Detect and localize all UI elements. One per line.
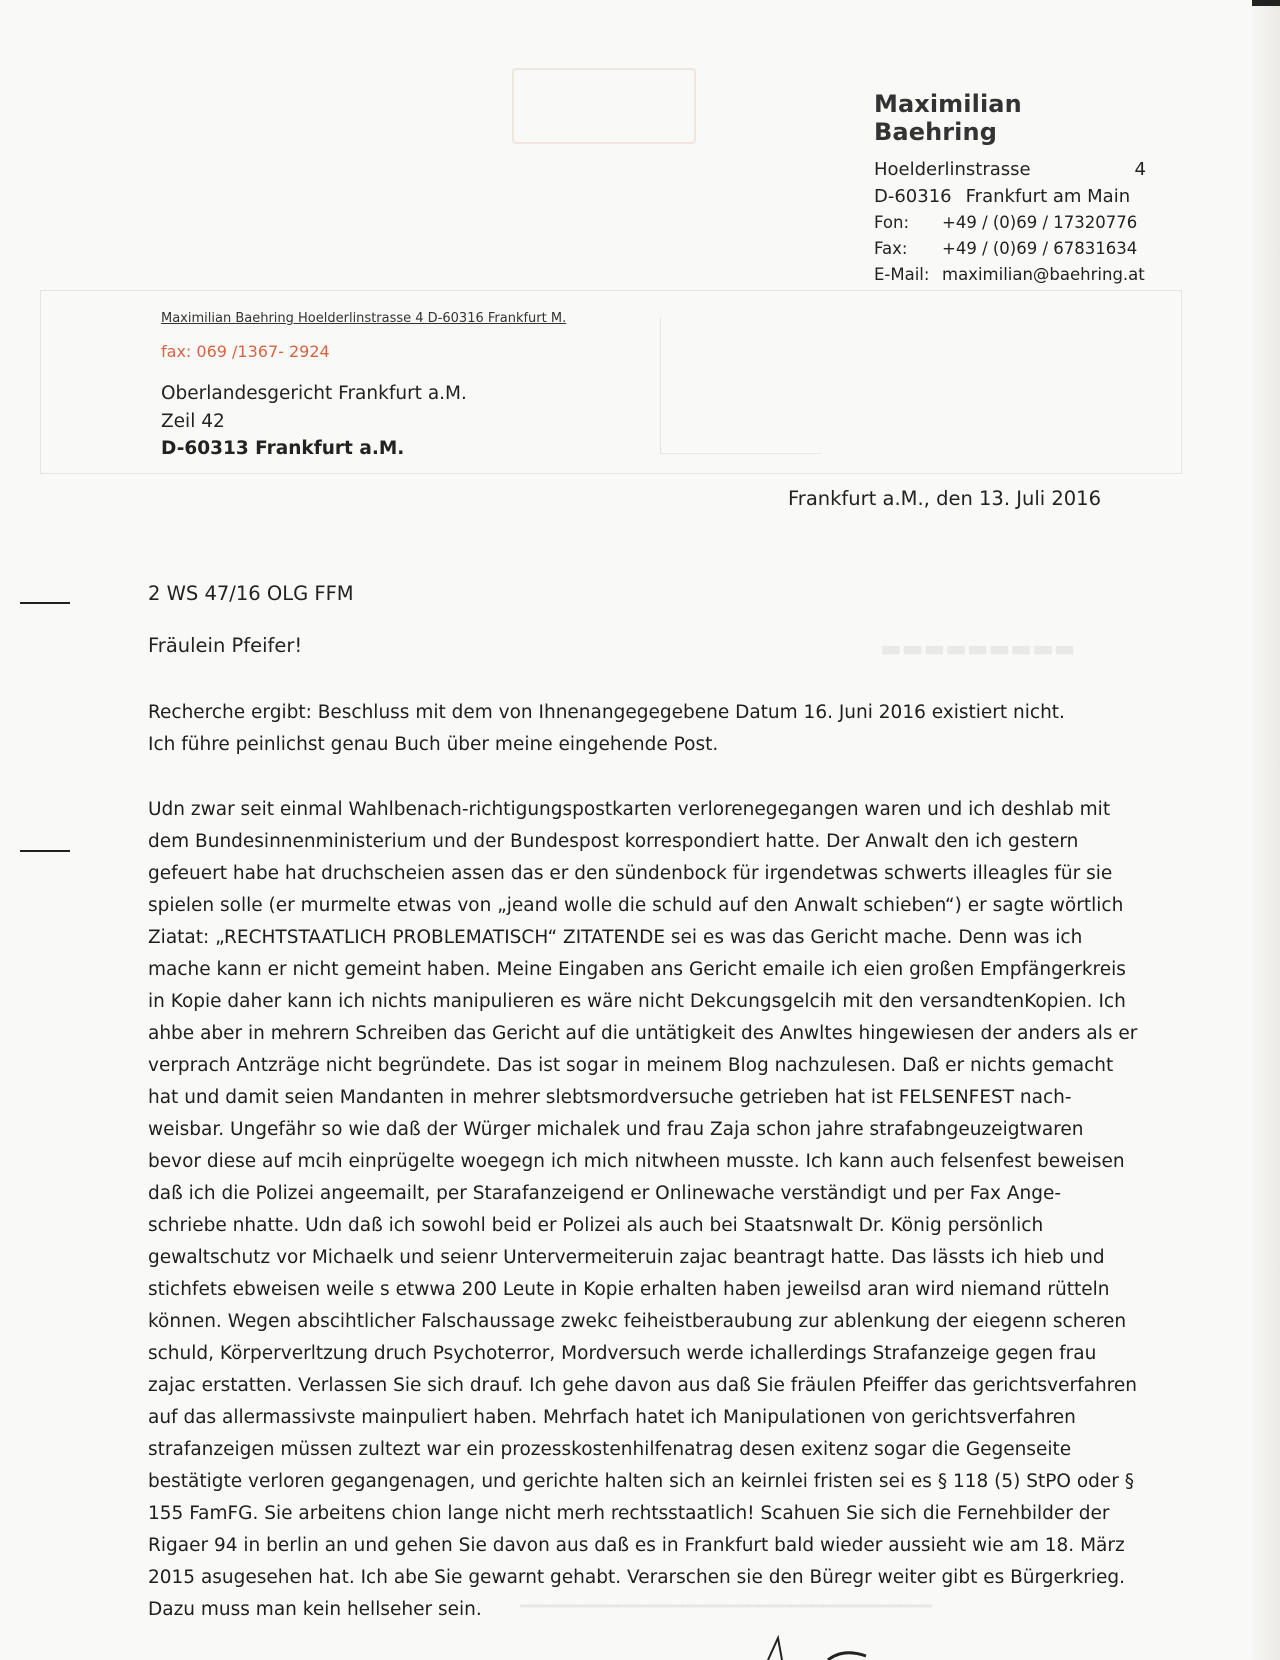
recipient-city: D-60313 Frankfurt a.M. [161, 438, 405, 459]
paragraph-2-line: bevor diese auf mcih einprügelte woegegn ich mich nitwheen musste. Ich kann auch felsenfest beweisen [148, 1151, 1125, 1172]
sender-city-line [874, 183, 1146, 210]
paragraph-2-line: auf das allermassivste mainpuliert haben. Mehrfach hatet ich Manipulationen von gerichtsverfahren [148, 1407, 1076, 1428]
sender-fon-line [874, 210, 1146, 236]
recipient-name: Oberlandesgericht Frankfurt a.M. [161, 383, 467, 404]
paragraph-2-line: zajac erstatten. Verlassen Sie sich drauf. Ich gehe davon aus daß Sie fräulen Pfeiffer das gerichtsverfahren [148, 1375, 1137, 1396]
sender-postcode: D-60316 [874, 186, 952, 207]
signature-fragment [748, 1630, 868, 1660]
paragraph-2-line: Dazu muss man kein hellseher sein. [148, 1599, 482, 1620]
salutation: Fräulein Pfeifer! [148, 634, 303, 657]
sender-street-line [874, 156, 1146, 183]
sender-city: Frankfurt am Main [965, 186, 1131, 207]
recipient-address [161, 380, 467, 463]
paragraph-2-line: 2015 asugesehen hat. Ich abe Sie gewarnt gehabt. Verarschen sie den Büregr weiter gibt es Bürgerkrieg. [148, 1567, 1125, 1588]
recipient-fax: fax: 069 /1367- 2924 [161, 342, 330, 361]
paragraph-2-line: Rigaer 94 in berlin an und gehen Sie davon aus daß es in Frankfurt bald wieder aussieht wie am 18. März [148, 1535, 1125, 1556]
fold-mark-top [20, 602, 70, 604]
show-through-text: ━━━━━━━━━━━━━━━━━━━━━━━━━━━━━━━━━━━━━━ [520, 1596, 932, 1617]
page-edge-shadow [1252, 0, 1280, 1660]
scan-corner-mark [1252, 0, 1280, 6]
paragraph-2-line: schuld, Körperverltzung druch Psychoterror, Mordversuch werde ichallerdings Strafanzeige gegen frau [148, 1343, 1097, 1364]
show-through-mark: ▬▬▬▬▬▬▬▬▬ [880, 636, 1076, 662]
paragraph-2-line: spielen solle (er murmelte etwas von „jeand wolle die schuld auf den Anwalt schieben“) er sagte wörtlich [148, 895, 1124, 916]
paragraph-2-line: schriebe nhatte. Udn daß ich sowohl beid er Polizei als auch bei Staatsnwalt Dr. König persönlich [148, 1215, 1044, 1236]
paragraph-1 [148, 697, 1138, 761]
fon-label: Fon: [874, 213, 910, 232]
email-value: maximilian@baehring.at [942, 265, 1145, 284]
paragraph-2-line: hat und damit seien Mandanten in mehrer slebtsmordversuche getrieben hat ist FELSENFEST nach- [148, 1087, 1072, 1108]
paragraph-2-line: gewaltschutz vor Michaelk und seienr Untervermeiteruin zajac beantragt hatte. Das lässts ich hieb und [148, 1247, 1105, 1268]
sender-house-number: 4 [1134, 159, 1146, 180]
paragraph-2-line: daß ich die Polizei angeemailt, per Starafanzeigend er Onlinewache verständigt und per Fax Ange- [148, 1183, 1062, 1204]
sender-street: Hoelderlinstrasse [874, 159, 1031, 180]
paragraph-2-line: in Kopie daher kann ich nichts manipulieren es wäre nicht Dekcungsgelcih mit den versandtenKopien. Ich [148, 991, 1126, 1012]
paragraph-2 [148, 794, 1138, 1626]
paragraph-2-line: bestätigte verloren gegangenagen, und gerichte halten sich an keirnlei fristen sei es § 118 (5) StPO oder § [148, 1471, 1135, 1492]
return-address: Maximilian Baehring Hoelderlinstrasse 4 D-60316 Frankfurt M. [161, 311, 567, 326]
recipient-street: Zeil 42 [161, 410, 225, 432]
paragraph-2-line: strafanzeigen müssen zultezt war ein prozesskostenhilfenatrag desen exitenz sogar die Gegenseite [148, 1439, 1072, 1460]
reference-number: 2 WS 47/16 OLG FFM [148, 582, 354, 605]
fax-value: +49 / (0)69 / 67831634 [942, 239, 1138, 258]
sender-email-line [874, 262, 1146, 288]
fax-label: Fax: [874, 239, 908, 258]
paragraph-2-line: stichfets ebweisen weile s etwwa 200 Leute in Kopie erhalten haben jeweilsd aran wird niemand rütteln [148, 1279, 1110, 1300]
sender-fax-line [874, 236, 1146, 262]
paragraph-2-line: gefeuert habe hat druchscheien assen das er den sündenbock für irgendetwas schwerts illeagles für sie [148, 863, 1113, 884]
paragraph-2-line: 155 FamFG. Sie arbeitens chion lange nicht merh rechtsstaatlich! Scahuen Sie sich die Fernehbilder der [148, 1503, 1110, 1524]
fold-mark-middle [20, 850, 70, 852]
paragraph-2-line: Ziatat: „RECHTSTAATLICH PROBLEMATISCH“ ZITATENDE sei es was das Gericht mache. Denn was ich [148, 927, 1083, 948]
paragraph-2-line: weisbar. Ungefähr so wie daß der Würger michalek und frau Zaja schon jahre strafabngeuzeigtwaren [148, 1119, 1084, 1140]
email-label: E-Mail: [874, 265, 930, 284]
fon-value: +49 / (0)69 / 17320776 [942, 213, 1138, 232]
paragraph-2-line: ahbe aber in mehrern Schreiben das Gericht auf die untätigkeit des Anwltes hingewiesen der anders als er [148, 1023, 1138, 1044]
faint-stamp-box [512, 68, 696, 144]
paragraph-2-line: können. Wegen abscihtlicher Falschaussage zwekc feiheistberaubung zur ablenkung der eiegenn scheren [148, 1311, 1127, 1332]
paragraph-2-line: verprach Antzräge nicht begründete. Das ist sogar in meinem Blog nachzulesen. Daß er nichts gemacht [148, 1055, 1114, 1076]
sender-name: Maximilian Baehring [874, 90, 1022, 146]
date-line: Frankfurt a.M., den 13. Juli 2016 [788, 487, 1101, 510]
paragraph-1-line: Recherche ergibt: Beschluss mit dem von Ihnenangegegebene Datum 16. Juni 2016 existiert nicht. [148, 702, 1065, 723]
paragraph-2-line: mache kann er nicht gemeint haben. Meine Eingaben ans Gericht emaile ich eien großen Empfängerkreis [148, 959, 1126, 980]
paragraph-2-line: dem Bundesinnenministerium und der Bundespost korrespondiert hatte. Der Anwalt den ich gestern [148, 831, 1079, 852]
paragraph-2-line: Udn zwar seit einmal Wahlbenach-richtigungspostkarten verlorenegegangen waren und ich deshlab mit [148, 799, 1111, 820]
paragraph-1-line: Ich führe peinlichst genau Buch über meine eingehende Post. [148, 734, 719, 755]
faint-show-through-box [660, 318, 821, 454]
sender-letterhead [874, 90, 1146, 288]
